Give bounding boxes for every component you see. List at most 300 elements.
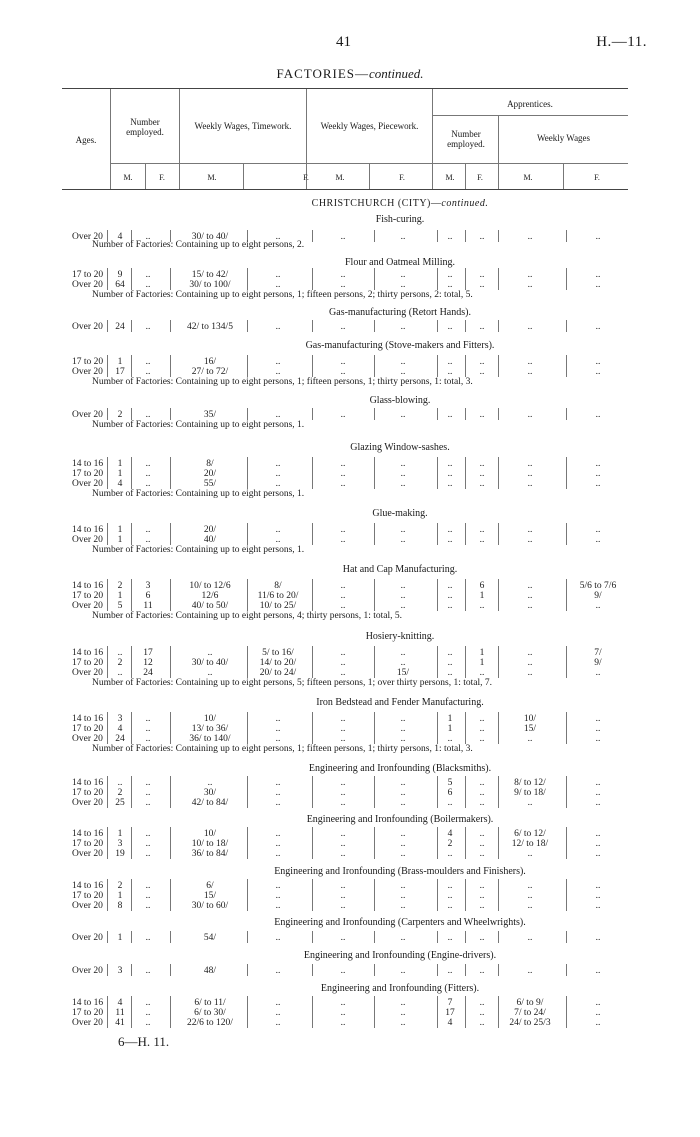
column-rule [247, 523, 248, 545]
column-rule [566, 646, 567, 678]
table-cell: 4 [117, 724, 123, 734]
table-cell: 1 [447, 724, 453, 734]
table-cell: .. [275, 469, 281, 479]
table-cell: .. [340, 901, 346, 911]
column-rule [465, 579, 466, 611]
page-title-main: FACTORIES— [276, 66, 370, 81]
table-cell: .. [527, 891, 533, 901]
table-cell: 17 to 20 [72, 469, 104, 479]
table-cell: .. [145, 525, 151, 535]
column-rule [566, 457, 567, 489]
table-cell: 12 [143, 658, 153, 668]
table-cell: .. [527, 459, 533, 469]
column-rule [131, 879, 132, 911]
table-cell: .. [340, 714, 346, 724]
table-cell: .. [479, 367, 485, 377]
column-rule [247, 268, 248, 290]
table-cell: .. [400, 357, 406, 367]
table-cell: .. [145, 479, 151, 489]
table-cell: .. [595, 734, 601, 744]
table-cell: .. [275, 535, 281, 545]
column-rule [131, 579, 132, 611]
table-cell: .. [145, 322, 151, 332]
table-cell: .. [340, 881, 346, 891]
table-cell: 2 [117, 658, 123, 668]
table-cell: .. [447, 658, 453, 668]
table-cell: .. [340, 839, 346, 849]
table-cell: .. [447, 668, 453, 678]
column-rule [437, 931, 438, 943]
table-cell: 2 [117, 881, 123, 891]
table-cell: .. [447, 270, 453, 280]
factories-note: Number of Factories: Containing up to eight persons, 2. [92, 240, 305, 250]
table-cell: .. [479, 891, 485, 901]
column-rule [498, 268, 499, 290]
table-cell: Over 20 [72, 849, 103, 859]
table-cell: 17 to 20 [72, 658, 104, 668]
table-cell: 14/ to 20/ [259, 658, 297, 668]
column-rule [312, 523, 313, 545]
table-cell: .. [275, 734, 281, 744]
table-cell: .. [447, 367, 453, 377]
table-cell: .. [479, 933, 485, 943]
table-cell: Over 20 [72, 933, 103, 943]
table-cell: .. [145, 232, 151, 242]
column-rule [247, 579, 248, 611]
table-cell: .. [527, 966, 533, 976]
table-cell: 10/ [203, 829, 217, 839]
table-cell: .. [527, 232, 533, 242]
column-rule [437, 964, 438, 976]
column-rule [170, 523, 171, 545]
column-rule [131, 776, 132, 808]
column-rule [107, 268, 108, 290]
table-cell: 10/ [203, 714, 217, 724]
table-cell: 22/6 to 120/ [187, 1018, 233, 1028]
table-cell: 55/ [203, 479, 217, 489]
table-row [0, 998, 700, 1008]
table-cell: .. [479, 734, 485, 744]
table-cell: 6 [145, 591, 151, 601]
table-cell: .. [145, 829, 151, 839]
column-rule [566, 827, 567, 859]
table-cell: 1 [447, 714, 453, 724]
table-row [0, 881, 700, 891]
table-cell: 20/ [203, 525, 217, 535]
column-rule [107, 827, 108, 859]
table-cell: .. [595, 966, 601, 976]
table-cell: 10/ [523, 714, 537, 724]
factories-note: Number of Factories: Containing up to eight persons, 1; fifteen persons, 1; thirty persons, 1: total, 3. [92, 377, 473, 387]
column-rule [312, 408, 313, 420]
column-rule [107, 523, 108, 545]
table-cell: 11/6 to 20/ [257, 591, 299, 601]
table-cell: .. [400, 367, 406, 377]
table-cell: .. [447, 734, 453, 744]
table-cell: .. [479, 998, 485, 1008]
table-cell: .. [275, 881, 281, 891]
table-cell: .. [275, 849, 281, 859]
table-row [0, 270, 700, 280]
table-cell: 5/6 to 7/6 [579, 581, 617, 591]
column-rule [107, 320, 108, 332]
table-cell: 5 [447, 778, 453, 788]
table-cell: .. [479, 714, 485, 724]
table-cell: .. [447, 469, 453, 479]
table-cell: .. [447, 357, 453, 367]
table-cell: .. [400, 601, 406, 611]
table-cell: 1 [117, 535, 123, 545]
column-rule [107, 996, 108, 1028]
table-cell: .. [447, 591, 453, 601]
table-cell: .. [527, 901, 533, 911]
table-cell: 1 [117, 459, 123, 469]
column-rule [107, 931, 108, 943]
table-cell: 35/ [203, 410, 217, 420]
table-row [0, 322, 700, 332]
column-rule [374, 776, 375, 808]
table-cell: .. [595, 525, 601, 535]
table-cell: 36/ to 84/ [191, 849, 229, 859]
table-row [0, 581, 700, 591]
table-cell: 17 to 20 [72, 839, 104, 849]
timework-header: Weekly Wages, Timework. [194, 121, 292, 131]
table-cell: .. [595, 322, 601, 332]
table-cell: .. [479, 1018, 485, 1028]
table-cell: .. [595, 778, 601, 788]
table-cell: .. [340, 966, 346, 976]
table-row [0, 901, 700, 911]
table-cell: 6 [447, 788, 453, 798]
column-rule [170, 320, 171, 332]
table-cell: 24/ to 25/3 [509, 1018, 551, 1028]
table-cell: .. [595, 881, 601, 891]
table-row [0, 357, 700, 367]
column-rule [107, 776, 108, 808]
table-cell: 7/ to 24/ [514, 1008, 546, 1018]
table-cell: 6/ to 30/ [194, 1008, 226, 1018]
table-cell: .. [145, 849, 151, 859]
table-cell: 17 [143, 648, 153, 658]
column-rule [498, 931, 499, 943]
f-header: F. [303, 173, 309, 182]
table-cell: Over 20 [72, 367, 103, 377]
column-rule [437, 320, 438, 332]
city-name: CHRISTCHURCH (CITY)— [311, 198, 442, 209]
column-rule [498, 523, 499, 545]
table-cell: .. [275, 1018, 281, 1028]
table-cell: .. [527, 798, 533, 808]
column-rule [465, 268, 466, 290]
table-cell: .. [340, 829, 346, 839]
column-rule [170, 964, 171, 976]
table-cell: .. [275, 367, 281, 377]
table-cell: .. [340, 459, 346, 469]
table-cell: .. [275, 839, 281, 849]
column-rule [247, 408, 248, 420]
table-cell: .. [400, 891, 406, 901]
table-cell: .. [145, 535, 151, 545]
table-cell: .. [275, 1008, 281, 1018]
table-cell: .. [145, 998, 151, 1008]
table-cell: 8 [117, 901, 123, 911]
table-row [0, 1008, 700, 1018]
table-cell: .. [275, 798, 281, 808]
column-rule [498, 827, 499, 859]
table-cell: .. [595, 459, 601, 469]
table-cell: 6/ [206, 881, 214, 891]
column-rule [374, 268, 375, 290]
m-header: M. [523, 173, 533, 182]
table-cell: .. [479, 724, 485, 734]
table-cell: .. [479, 535, 485, 545]
table-cell: .. [340, 367, 346, 377]
column-rule [247, 996, 248, 1028]
table-row [0, 829, 700, 839]
table-cell: .. [145, 357, 151, 367]
table-row [0, 280, 700, 290]
piecework-header: Weekly Wages, Piecework. [320, 121, 419, 131]
table-cell: .. [400, 525, 406, 535]
table-cell: .. [145, 714, 151, 724]
column-rule [247, 879, 248, 911]
table-cell: .. [595, 1008, 601, 1018]
column-rule [170, 579, 171, 611]
column-rule [312, 776, 313, 808]
column-rule [131, 931, 132, 943]
m-header: M. [207, 173, 217, 182]
column-rule [247, 320, 248, 332]
column-rule [312, 964, 313, 976]
table-cell: .. [340, 648, 346, 658]
column-rule [131, 646, 132, 678]
table-cell: 24 [143, 668, 153, 678]
table-cell: .. [447, 410, 453, 420]
column-rule [170, 879, 171, 911]
table-cell: .. [340, 357, 346, 367]
table-cell: .. [340, 270, 346, 280]
table-cell: 14 to 16 [72, 525, 104, 535]
table-cell: .. [527, 648, 533, 658]
column-rule [498, 320, 499, 332]
table-cell: 12/ to 18/ [511, 839, 549, 849]
table-cell: .. [340, 232, 346, 242]
table-cell: 36/ to 140/ [189, 734, 231, 744]
section-title: Engineering and Ironfounding (Fitters). [320, 983, 480, 994]
column-rule [170, 457, 171, 489]
table-cell: .. [479, 966, 485, 976]
column-rule [170, 776, 171, 808]
table-cell: .. [340, 778, 346, 788]
column-rule [312, 996, 313, 1028]
table-cell: 14 to 16 [72, 648, 104, 658]
city-heading [100, 198, 700, 209]
column-rule [437, 776, 438, 808]
table-row [0, 535, 700, 545]
table-row [0, 658, 700, 668]
column-rule [437, 712, 438, 744]
table-cell: .. [527, 367, 533, 377]
table-cell: .. [340, 479, 346, 489]
table-row [0, 525, 700, 535]
table-cell: .. [340, 734, 346, 744]
table-cell: .. [275, 459, 281, 469]
table-cell: .. [400, 410, 406, 420]
table-cell: .. [527, 849, 533, 859]
column-rule [465, 355, 466, 377]
column-rule [312, 646, 313, 678]
table-cell: 11 [143, 601, 153, 611]
table-cell: .. [145, 367, 151, 377]
column-rule [437, 996, 438, 1028]
table-cell: .. [479, 525, 485, 535]
column-rule [131, 996, 132, 1028]
table-cell: 17 to 20 [72, 270, 104, 280]
column-rule [247, 646, 248, 678]
table-cell: 16/ [203, 357, 217, 367]
table-cell: 30/ to 40/ [191, 658, 229, 668]
apprentice-number-header: Number employed. [447, 129, 485, 149]
table-cell: .. [527, 535, 533, 545]
factories-note: Number of Factories: Containing up to eight persons, 1. [92, 420, 305, 430]
column-rule [437, 579, 438, 611]
table-cell: .. [145, 410, 151, 420]
table-cell: 1 [479, 591, 485, 601]
column-rule [374, 931, 375, 943]
table-row [0, 469, 700, 479]
column-rule [312, 827, 313, 859]
column-rule [312, 355, 313, 377]
column-rule [498, 964, 499, 976]
table-cell: .. [340, 581, 346, 591]
column-rule [107, 355, 108, 377]
table-cell: 25 [115, 798, 125, 808]
table-cell: .. [479, 778, 485, 788]
table-cell: 20/ [203, 469, 217, 479]
table-cell: .. [479, 322, 485, 332]
table-cell: .. [447, 891, 453, 901]
table-cell: .. [400, 998, 406, 1008]
f-header: F. [399, 173, 405, 182]
table-cell: 14 to 16 [72, 459, 104, 469]
column-rule [312, 230, 313, 242]
table-cell: .. [117, 648, 123, 658]
table-cell: .. [400, 1018, 406, 1028]
table-cell: 3 [117, 966, 123, 976]
column-rule [465, 230, 466, 242]
table-cell: 42/ to 84/ [191, 798, 229, 808]
column-rule [312, 320, 313, 332]
table-cell: .. [340, 788, 346, 798]
column-rule [498, 230, 499, 242]
table-cell: Over 20 [72, 410, 103, 420]
column-rule [498, 776, 499, 808]
column-rule [566, 996, 567, 1028]
column-rule [465, 827, 466, 859]
section-title: Glass-blowing. [369, 395, 431, 406]
table-cell: 8/ to 12/ [514, 778, 546, 788]
factories-note: Number of Factories: Containing up to eight persons, 1. [92, 489, 305, 499]
column-rule [170, 931, 171, 943]
table-cell: .. [275, 829, 281, 839]
column-rule [131, 320, 132, 332]
column-rule [498, 355, 499, 377]
table-cell: .. [479, 469, 485, 479]
table-cell: .. [595, 933, 601, 943]
table-cell: .. [400, 966, 406, 976]
section-title: Glue-making. [372, 508, 428, 519]
table-cell: .. [527, 357, 533, 367]
table-cell: .. [479, 270, 485, 280]
table-row [0, 601, 700, 611]
table-cell: .. [145, 788, 151, 798]
table-row [0, 1018, 700, 1028]
table-cell: Over 20 [72, 734, 103, 744]
column-rule [247, 457, 248, 489]
table-cell: 1 [117, 469, 123, 479]
table-cell: 30/ [203, 788, 217, 798]
column-rule [107, 964, 108, 976]
table-cell: .. [275, 966, 281, 976]
column-rule [374, 230, 375, 242]
table-cell: 40/ [203, 535, 217, 545]
column-rule [107, 646, 108, 678]
table-cell: 3 [117, 714, 123, 724]
section-title: Flour and Oatmeal Milling. [345, 257, 455, 268]
table-cell: .. [447, 535, 453, 545]
table-cell: .. [595, 367, 601, 377]
table-cell: 27/ to 72/ [191, 367, 229, 377]
table-cell: 6/ to 12/ [514, 829, 546, 839]
table-cell: 4 [117, 479, 123, 489]
column-rule [465, 408, 466, 420]
table-cell: .. [340, 658, 346, 668]
table-cell: .. [595, 232, 601, 242]
table-row [0, 778, 700, 788]
table-cell: .. [479, 232, 485, 242]
table-cell: .. [595, 280, 601, 290]
table-cell: .. [400, 798, 406, 808]
table-cell: .. [400, 901, 406, 911]
table-cell: 30/ to 40/ [191, 232, 229, 242]
column-rule [465, 457, 466, 489]
table-cell: .. [400, 469, 406, 479]
column-rule [170, 408, 171, 420]
table-cell: .. [400, 714, 406, 724]
table-cell: 2 [117, 410, 123, 420]
ages-header: Ages. [75, 135, 97, 145]
table-cell: 4 [117, 232, 123, 242]
table-cell: .. [447, 232, 453, 242]
table-cell: .. [447, 479, 453, 489]
table-cell: 7/ [594, 648, 602, 658]
table-cell: .. [527, 591, 533, 601]
table-cell: 9/ [594, 658, 602, 668]
table-cell: .. [400, 535, 406, 545]
table-cell: 1 [117, 357, 123, 367]
table-row [0, 459, 700, 469]
table-cell: .. [447, 581, 453, 591]
table-cell: .. [145, 966, 151, 976]
column-rule [170, 646, 171, 678]
table-row [0, 367, 700, 377]
column-rule [498, 579, 499, 611]
table-cell: .. [340, 798, 346, 808]
table-cell: 13/ to 36/ [191, 724, 229, 734]
column-rule [107, 879, 108, 911]
table-cell: .. [527, 322, 533, 332]
column-rule [374, 320, 375, 332]
